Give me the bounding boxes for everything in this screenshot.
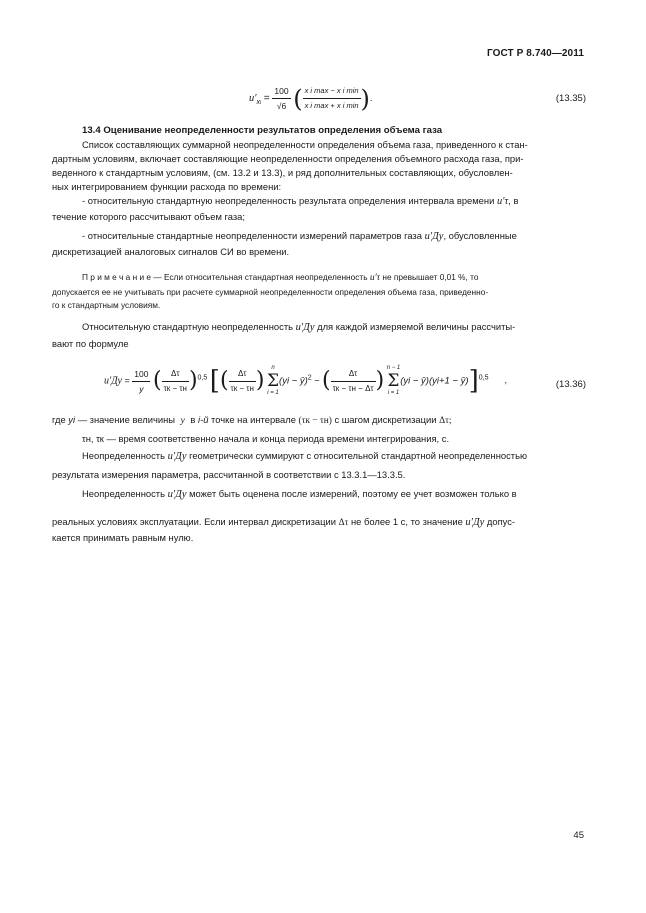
bullet-time-interval-cont: течение которого рассчитывают объем газа; — [52, 211, 245, 222]
paragraph-intro: Список составляющих суммарной неопределенности определения объема газа, приведенного к стан- дартным условиям, включает составляющие неопределенности определения объемного расхода газа, при- веденного к стандартным условиям, (см. 13.2 и 13.3), и ряд дополнительных составляющих, обусловлен- ных интегрированием функции расхода по времени: — [52, 139, 528, 192]
equation-number: (13.35) — [555, 93, 586, 104]
paragraph-estimation-cont: реальных условиях эксплуатации. Если интервал дискретизации Δτ не более 1 с, то значение u′Дy допус- — [52, 516, 516, 528]
eq-fraction: $\frac{\text{x i max − x i min}}{\text{x i max + x i min}}$ — [304, 86, 359, 110]
where-line-1: где yi — значение величины y в i-й точке на интервале (τк − τн) с шагом дискретизации Δτ; — [52, 414, 452, 426]
note: П р и м е ч а н и е — Если относительная стандартная неопределенность u′τ не превышает 0,01 %, то — [82, 272, 479, 283]
where-line-2: τн, τк — время соответственно начала и конца периода времени интегрирования, с. — [82, 433, 450, 444]
note-label: П р и м е ч а н и е — — [82, 272, 162, 282]
paragraph-estimation-cont-2: кается принимать равным нулю. — [52, 532, 194, 543]
eq2-term3: $\frac{\Delta\tau}{\tau к - \tau н - \Delta\tau}$ — [332, 368, 374, 393]
eq2-term2: $\frac{\Delta\tau}{\tau к - \tau н}$ — [230, 368, 254, 393]
equation-13-36: u′Дy = $\frac{100}{y}$ ( $\frac{\Delta\tau}{\tau к - \tau н}$ )$^{0,5}$ [( $\frac{\Delta\tau}{\tau к - \tau н}$ ) n Σ i = 1 (yi − ȳ)$^2$ − ( $\frac{\Delta\tau}{\tau к - \tau н - \Delta\tau}$ ) n − 1 Σ i = 1 (yi − ȳ)(yi+1 − ȳ)]$^{0,5}$ , (13.36) — [104, 365, 586, 396]
equation-13-35: $u'_{xi}$ = $\frac{100}{√6}$ ( $\frac{\text{x i max − x i min}}{\text{x i max + x i min}}$ ). (13.35) — [249, 84, 586, 113]
equation-number: (13.36) — [555, 379, 586, 390]
section-heading: 13.4 Оценивание неопределенности результатов определения объема газа — [82, 125, 443, 136]
paragraph-geometric-sum-cont: результата измерения параметра, рассчитанной в соответствии с 13.3.1—13.3.5. — [52, 469, 406, 480]
eq-lhs-subsub: i — [260, 99, 262, 106]
bullet-discretization: - относительные стандартные неопределенности измерений параметров газа u′Дy, обусловленные — [82, 230, 517, 242]
eq2-lhs: u′Дy — [104, 375, 122, 387]
paragraph-formula-intro-cont: вают по формуле — [52, 338, 129, 349]
sum-1: n Σ i = 1 — [267, 365, 280, 396]
eq-lhs-sub: x — [256, 98, 261, 106]
paragraph-formula-intro: Относительную стандартную неопределенность u′Дy для каждой измеряемой величины рассчиты- — [82, 321, 516, 333]
eq-coef: $\frac{100}{√6}$ — [274, 86, 289, 111]
sum-2: n − 1 Σ i = 1 — [386, 365, 401, 396]
eq2-coef: $\frac{100}{y}$ — [134, 368, 149, 394]
page-header: ГОСТ Р 8.740—2011 — [486, 48, 584, 59]
note-cont-1: допускается ее не учитывать при расчете суммарной неопределенности определения объема газа, приведенно- — [52, 287, 489, 297]
paragraph-estimation: Неопределенность u′Дy может быть оценена после измерений, поэтому ее учет возможен только в — [82, 488, 517, 500]
eq2-term1: $\frac{\Delta\tau}{\tau к - \tau н}$ — [163, 368, 187, 393]
bullet-discretization-cont: дискретизацией аналоговых сигналов СИ во времени. — [52, 246, 290, 257]
bullet-time-interval: - относительную стандартную неопределенность результата определения интервала времени u′τ, в — [82, 195, 519, 207]
eq-lhs: u′ — [249, 92, 257, 104]
note-cont-2: го к стандартным условиям. — [52, 300, 161, 310]
page-number: 45 — [573, 830, 584, 841]
paragraph-geometric-sum: Неопределенность u′Дy геометрически суммируют с относительной стандартной неопределенностью — [82, 450, 527, 462]
